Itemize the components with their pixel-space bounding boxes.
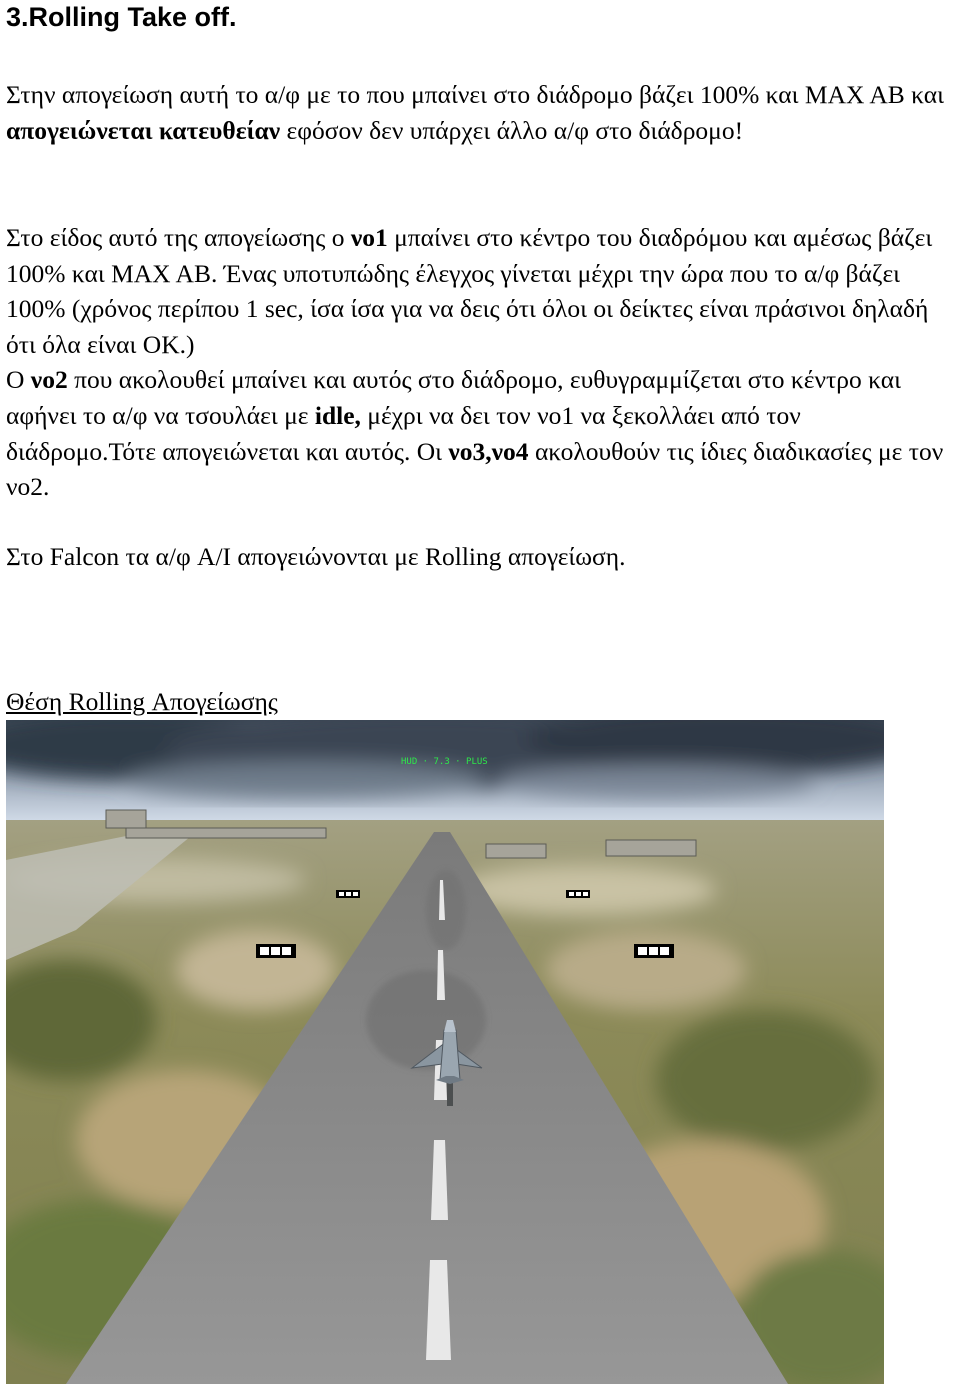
hud-readout: HUD · 7.3 · PLUS: [401, 757, 488, 767]
p2-bold-no1: νο1: [350, 223, 388, 252]
p2-bold-no2: νο2: [30, 365, 68, 395]
p2-text-c: μπαίνει στο κέντρο του διαδρόμου και αμέσως βάζει 100% και ΜΑΧ ΑΒ. Ένας υποτυπώδης έλεγχος γίνεται μέχρι την ώρα που το α/φ βάζει 100% (χρόνος περίπου 1 sec, ίσα ίσα για να δεις ότι όλοι οι δείκτες είναι πράσινοι δηλαδή ότι όλα είναι ΟΚ.): [6, 223, 933, 359]
p2-text-f: που ακολουθεί μπαίνει και αυτός στο διάδρομο, ευθυγραμμίζεται στο κέντρο και αφήνει το α/φ να τσουλάει με: [6, 365, 901, 430]
p2-text-a: Στο είδος αυτό της απογείωσης ο: [6, 223, 351, 252]
p1-bold-immediately: απογειώνεται κατευθείαν: [6, 115, 281, 145]
runway-distance-marker-right-far: [566, 890, 590, 898]
p2-text-d: Ο: [6, 365, 31, 395]
paragraph-falcon-ai: Στο Falcon τα α/φ A/I απογειώνονται με Rolling απογείωση.: [6, 542, 626, 571]
p2-bold-idle: idle,: [314, 400, 361, 430]
paragraph-rolling-intro: [6, 77, 956, 148]
page-heading: 3.Rolling Take off.: [6, 2, 237, 32]
p2-text-h: μέχρι να δει τον νο1 να ξεκολλάει από τον διάδρομο.Τότε απογειώνεται και αυτός. Οι: [6, 400, 801, 466]
p2-text-j: ακολουθούν τις ίδιες διαδικασίες με τον νο2.: [6, 436, 944, 502]
runway-distance-marker-right-near: [634, 944, 674, 958]
runway-distance-marker-left-far: [336, 890, 360, 898]
p1-text-c: εφόσον δεν υπάρχει άλλο α/φ στο διάδρομο!: [280, 115, 744, 145]
p2-bold-no3-no4: νο3,νο4: [448, 436, 529, 466]
figure-caption: Θέση Rolling Απογείωσης: [6, 687, 278, 716]
p1-text-a: Στην απογείωση αυτή το α/φ με το που μπαίνει στο διάδρομο βάζει 100% και ΜΑΧ ΑΒ και: [6, 80, 945, 109]
simulator-screenshot: [6, 720, 884, 1384]
runway-distance-marker-left-near: [256, 944, 296, 958]
paragraph-procedure: [6, 220, 956, 505]
